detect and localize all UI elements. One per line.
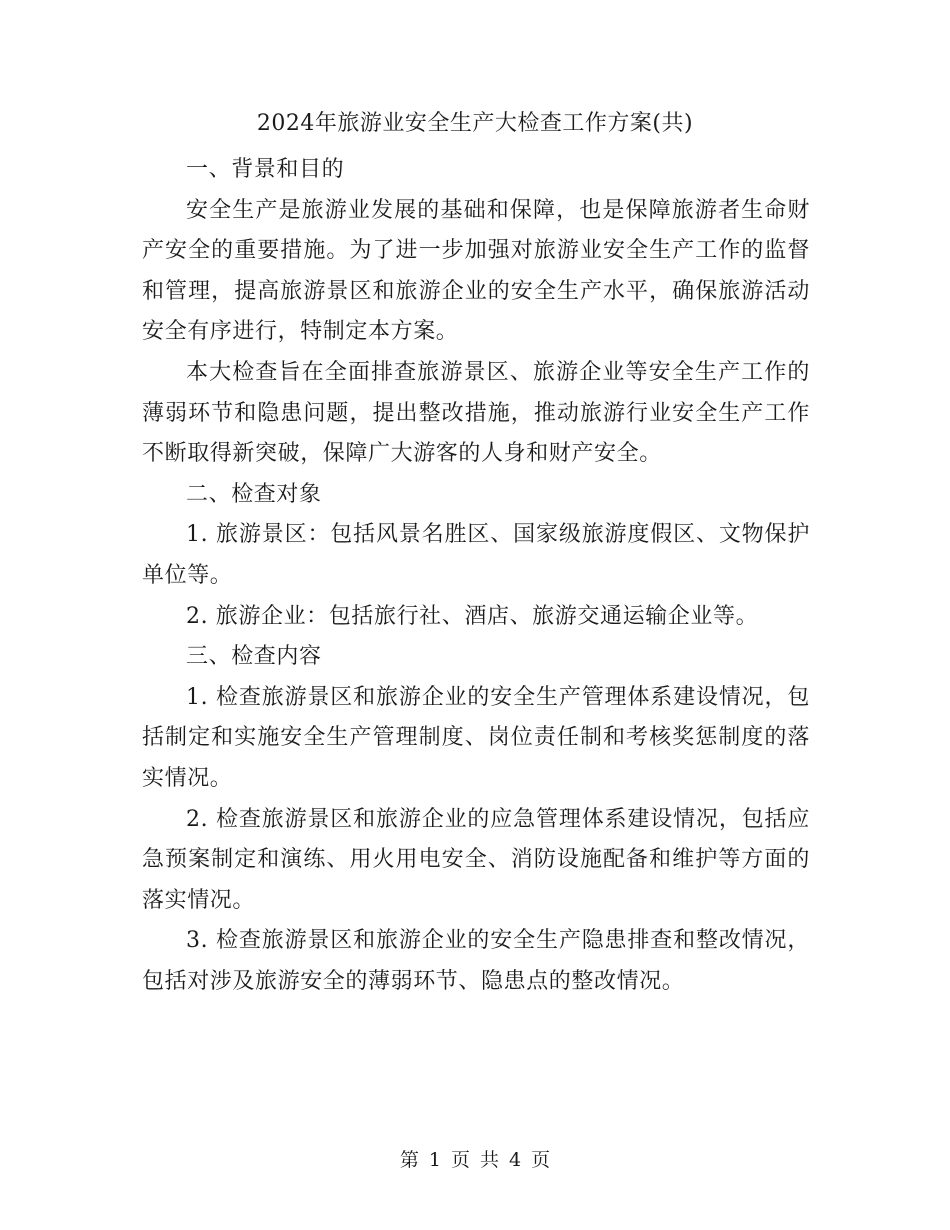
- section-heading: 二、检查对象: [186, 481, 322, 507]
- list-item: 2. 旅游企业：包括旅行社、酒店、旅游交通运输企业等。: [186, 603, 759, 629]
- list-item: 3. 检查旅游景区和旅游企业的安全生产隐患排查和整改情况，包括对涉及旅游安全的薄弱环节、隐患点的整改情况。: [142, 928, 810, 994]
- list-item: 1. 旅游景区：包括风景名胜区、国家级旅游度假区、文物保护单位等。: [142, 522, 810, 588]
- paragraph: 本大检查旨在全面排查旅游景区、旅游企业等安全生产工作的薄弱环节和隐患问题，提出整改措施，推动旅游行业安全生产工作不断取得新突破，保障广大游客的人身和财产安全。: [142, 359, 810, 467]
- list-item: 2. 检查旅游景区和旅游企业的应急管理体系建设情况，包括应急预案制定和演练、用火用电安全、消防设施配备和维护等方面的落实情况。: [142, 806, 810, 913]
- list-item: 1. 检查旅游景区和旅游企业的安全生产管理体系建设情况，包括制定和实施安全生产管理制度、岗位责任制和考核奖惩制度的落实情况。: [142, 684, 810, 791]
- document-title: 2024年旅游业安全生产大检查工作方案(共): [256, 111, 694, 136]
- section-heading: 三、检查内容: [186, 644, 322, 670]
- paragraph: 安全生产是旅游业发展的基础和保障，也是保障旅游者生命财产安全的重要措施。为了进一步加强对旅游业安全生产工作的监督和管理，提高旅游景区和旅游企业的安全生产水平，确保旅游活动安全有序进行，特制定本方案。: [142, 197, 810, 345]
- page-number-footer: 第 1 页 共 4 页: [399, 1149, 551, 1171]
- section-heading: 一、背景和目的: [186, 157, 345, 182]
- document-body: [142, 150, 810, 1002]
